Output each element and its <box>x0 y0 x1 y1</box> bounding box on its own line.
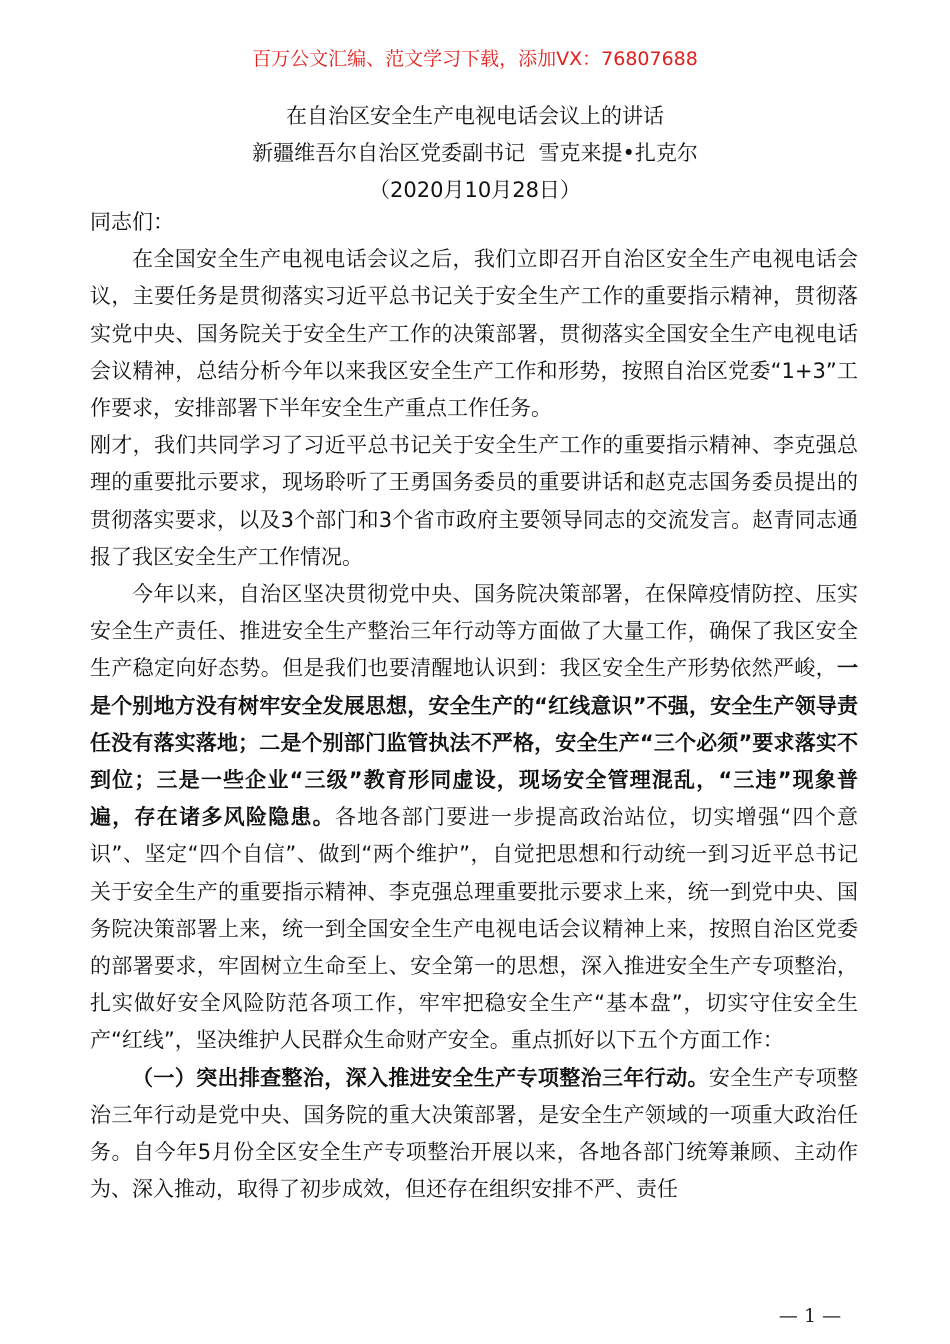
paragraph-2: 刚才，我们共同学习了习近平总书记关于安全生产工作的重要指示精神、李克强总理的重要批示要求，现场聆听了王勇国务委员的重要讲话和赵克志国务委员提出的贯彻落实要求，以及3个部门和3个省市政府主要领导同志的交流发言。赵青同志通报了我区安全生产工作情况。 <box>90 433 858 569</box>
speech-title: 在自治区安全生产电视电话会议上的讲话 <box>286 104 664 128</box>
paragraph-3-emphasis: 一是个别地方没有树牢安全发展思想，安全生产的“红线意识”不强，安全生产领导责任没有落实落地；二是个别部门监管执法不严格，安全生产“三个必须”要求落实不到位；三是一些企业“三级”教育形同虚设，现场安全管理混乱，“三违”现象普遍，存在诸多风险隐患。 <box>90 656 858 830</box>
salutation: 同志们： <box>90 210 174 234</box>
paragraph-4 <box>90 1060 858 1209</box>
section-heading-1: （一）突出排查整治，深入推进安全生产专项整治三年行动。 <box>132 1065 709 1090</box>
paragraph-3 <box>90 576 858 1060</box>
paragraph-1: 在全国安全生产电视电话会议之后，我们立即召开自治区安全生产电视电话会议，主要任务是贯彻落实习近平总书记关于安全生产工作的重要指示精神，贯彻落实党中央、国务院关于安全生产工作的决策部署，贯彻落实全国安全生产电视电话会议精神，总结分析今年以来我区安全生产工作和形势，按照自治区党委“1+3”工作要求，安排部署下半年安全生产重点工作任务。 <box>90 247 858 421</box>
page-number: — 1 — <box>778 1305 842 1327</box>
speech-body <box>90 204 858 1208</box>
speech-date: （2020月10月28日） <box>369 178 581 202</box>
speech-heading <box>0 98 950 209</box>
paragraph-4-tail: 安全生产专项整治三年行动是党中央、国务院的重大决策部署，是安全生产领域的一项重大政治任务。自今年5月份全区安全生产专项整治开展以来，各地各部门统筹兼顾、主动作为、深入推动，取得了初步成效，但还存在组织安排不严、责任 <box>90 1065 859 1202</box>
paragraph-3-tail: 各地各部门要进一步提高政治站位，切实增强“四个意识”、坚定“四个自信”、做到“两个维护”，自觉把思想和行动统一到习近平总书记关于安全生产的重要指示精神、李克强总理重要批示要求上来，统一到党中央、国务院决策部署上来，统一到全国安全生产电视电话会议精神上来，按照自治区党委的部署要求，牢固树立生命至上、安全第一的思想，深入推进安全生产专项整治，扎实做好安全风险防范各项工作，牢牢把稳安全生产“基本盘”，切实守住安全生产“红线”，坚决维护人民群众生命财产安全。重点抓好以下五个方面工作： <box>90 805 858 1053</box>
paragraph-3-lead: 今年以来，自治区坚决贯彻党中央、国务院决策部署，在保障疫情防控、压实安全生产责任、推进安全生产整治三年行动等方面做了大量工作，确保了我区安全生产稳定向好态势。但是我们也要清醒地认识到：我区安全生产形势依然严峻， <box>90 582 858 681</box>
promo-banner: 百万公文汇编、范文学习下载，添加VX：76807688 <box>252 48 698 70</box>
speaker-line: 新疆维吾尔自治区党委副书记 雪克来提•扎克尔 <box>252 141 698 165</box>
